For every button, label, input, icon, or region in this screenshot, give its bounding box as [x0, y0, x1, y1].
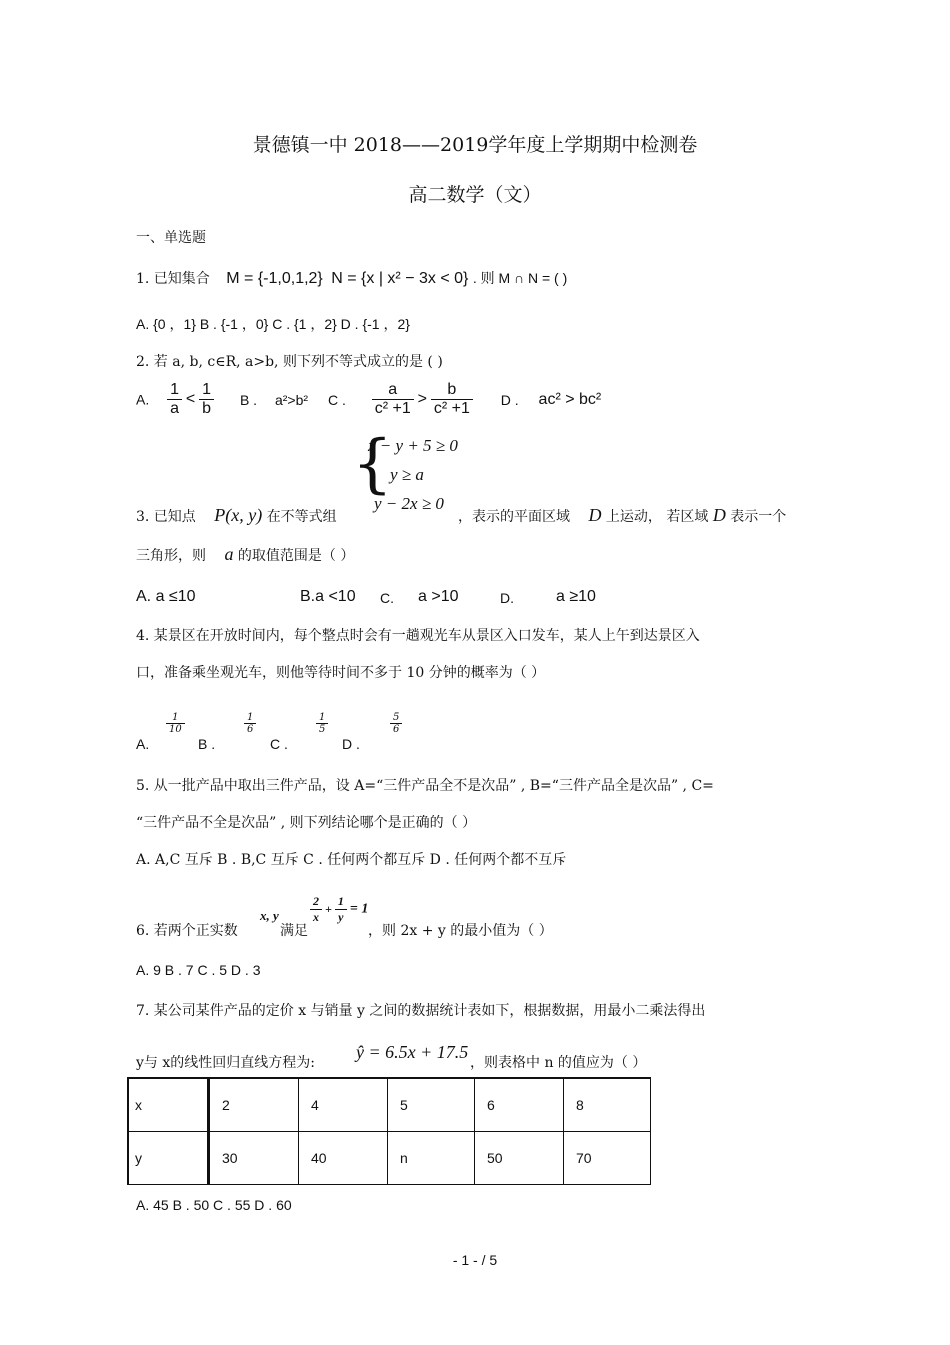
q4-frac-c-den: 5 [319, 724, 326, 735]
q6-condition: $\frac{2}{x}$ + $\frac{1}{y}$ = 1 [310, 894, 368, 925]
q6-suffix: ，则 2x + y 的最小值为（ ） [368, 923, 553, 939]
q3-sys-2: y ≥ a [390, 465, 424, 484]
q4-frac-c [316, 712, 328, 735]
q6-xy: x, y [260, 908, 279, 923]
q2-frac-ac-den: c² +1 [374, 400, 411, 417]
q4-option-a-label: A. [136, 736, 150, 752]
q1-set-n-label: N = [331, 270, 357, 287]
q3-region-d1: D [588, 505, 602, 525]
q7-line2-post: ，则表格中 n 的值应为（ ） [470, 1055, 647, 1071]
table-row [128, 1132, 651, 1185]
q4-frac-b [244, 712, 256, 735]
q3-region-d2: D [712, 505, 726, 525]
q2-stem: 2. 若 a, b, c∈R, a>b, 则下列不等式成立的是 ( ) [136, 354, 443, 370]
q3-line2-pre: 三角形，则 [136, 548, 206, 564]
question-1 [136, 268, 567, 288]
q3-option-a: A. a ≤10 [136, 588, 196, 605]
q6-cond-den1: x [313, 910, 319, 924]
q3-sys-1: x − y + 5 ≥ 0 [368, 436, 458, 455]
q3-suffix3: 表示一个 [730, 509, 787, 525]
q3-sys-3: y − 2x ≥ 0 [374, 494, 444, 513]
q4-frac-b-num: 1 [244, 712, 256, 724]
q2-option-b-label: B . [239, 391, 258, 408]
page-title: 景德镇一中 2018——2019学年度上学期期中检测卷 [252, 134, 698, 156]
table-cell: 2 [209, 1078, 299, 1132]
q2-frac-ac [372, 381, 414, 418]
q4-option-b-label: B . [198, 736, 216, 752]
table-cell: 30 [209, 1132, 299, 1185]
q3-line2-post: 的取值范围是（ ） [237, 548, 355, 564]
q6-mid: 满足 [280, 923, 308, 939]
page-number: - 1 - / 5 [452, 1252, 498, 1268]
table-cell: 50 [475, 1132, 564, 1185]
q1-options: A. {0 ，1} B . {-1 ，0} C . {1 ，2} D . {-1 ，2} [136, 316, 410, 332]
q2-frac-1a-den: a [170, 400, 180, 417]
q6-prefix: 6. 若两个正实数 [136, 923, 238, 939]
q3-option-b: B.a <10 [300, 588, 356, 605]
q2-frac-1a [167, 381, 182, 418]
q3-prefix: 3. 已知点 [136, 509, 196, 525]
q5-line1: 5. 从一批产品中取出三件产品，设 A=“三件产品全不是次品” , B=“三件产品全是次品” , C= [136, 778, 714, 794]
q2-frac-1b-num: 1 [199, 381, 214, 400]
table-cell: 5 [388, 1078, 475, 1132]
q3-line2 [136, 544, 354, 565]
q7-options: A. 45 B . 50 C . 55 D . 60 [136, 1197, 292, 1213]
q2-frac-ac-num: a [372, 381, 414, 400]
q3-option-d-label: D. [500, 590, 514, 606]
q2-option-a-label: A. [136, 391, 150, 408]
q3-brace: { [352, 427, 393, 501]
q7-data-table [127, 1077, 651, 1185]
q1-suffix: . 则 M ∩ N = ( ) [472, 270, 568, 286]
q2-option-c-label: C . [327, 391, 346, 408]
section-heading: 一、单选题 [136, 230, 206, 246]
q4-frac-c-num: 1 [316, 712, 328, 724]
table-cell: 8 [564, 1078, 651, 1132]
page-subtitle: 高二数学（文） [408, 184, 542, 206]
q2-frac-1a-num: 1 [167, 381, 182, 400]
q1-prefix: 1. 已知集合 [136, 271, 210, 287]
q3-option-d: a ≥10 [556, 588, 596, 605]
table-cell: 40 [299, 1132, 388, 1185]
q6-cond-num1: 2 [310, 894, 322, 910]
q3-var-a: a [224, 544, 234, 564]
q2-frac-bc-num: b [431, 381, 473, 400]
q2-lt: < [185, 390, 196, 408]
q4-frac-b-den: 6 [247, 724, 254, 735]
table-cell: 70 [564, 1132, 651, 1185]
q3-suffix1: ，表示的平面区域 [458, 509, 570, 525]
q3-option-c: a >10 [418, 588, 459, 605]
q4-frac-a [166, 712, 185, 735]
table-cell: 4 [299, 1078, 388, 1132]
q1-set-m: M = {-1,0,1,2} [226, 270, 323, 287]
q5-options: A. A,C 互斥 B . B,C 互斥 C . 任何两个都互斥 D . 任何两个都不互斥 [136, 852, 567, 868]
q3-line1-left [136, 505, 337, 526]
table-cell: y [128, 1132, 209, 1185]
q4-frac-d-den: 6 [393, 724, 400, 735]
q2-options [136, 381, 601, 431]
table-cell: n [388, 1132, 475, 1185]
q6-options: A. 9 B . 7 C . 5 D . 3 [136, 962, 261, 978]
q4-frac-a-num: 1 [166, 712, 185, 724]
q4-option-d-label: D . [342, 736, 360, 752]
table-cell: 6 [475, 1078, 564, 1132]
q2-gt: > [417, 390, 427, 408]
q3-point: P(x, y) [214, 505, 263, 525]
q1-set-n: {x | x² − 3x < 0} [361, 270, 469, 287]
q4-frac-a-den: 10 [169, 724, 182, 735]
q3-mid: 在不等式组 [266, 509, 337, 525]
q6-cond-num2: 1 [335, 894, 347, 910]
q4-frac-d-num: 5 [390, 712, 402, 724]
q5-line2: “三件产品不全是次品” , 则下列结论哪个是正确的（ ） [136, 815, 477, 831]
q2-frac-bc [431, 381, 473, 418]
q3-option-c-label: C. [380, 590, 394, 606]
q7-line1: 7. 某公司某件产品的定价 x 与销量 y 之间的数据统计表如下，根据数据，用最小二乘法得出 [136, 1003, 706, 1019]
q2-frac-1b [199, 381, 214, 418]
q4-line1: 4. 某景区在开放时间内，每个整点时会有一趟观光车从景区入口发车，某人上午到达景区入 [136, 628, 700, 644]
q2-option-d: ac² > bc² [538, 390, 602, 408]
q7-line2-pre: y与 x的线性回归直线方程为: [136, 1055, 315, 1071]
q3-suffix2: 上运动， 若区域 [605, 509, 709, 525]
table-cell: x [128, 1078, 209, 1132]
table-row [128, 1078, 651, 1132]
q4-frac-d [390, 712, 402, 735]
q7-regression-eq: ŷ = 6.5x + 17.5 [356, 1042, 469, 1062]
q4-line2: 口，准备乘坐观光车，则他等待时间不多于 10 分钟的概率为（ ） [136, 665, 546, 681]
q2-frac-bc-den: c² +1 [433, 400, 470, 417]
q6-cond-den2: y [338, 910, 344, 924]
q2-frac-1b-den: b [202, 400, 212, 417]
q2-option-b: a²>b² [274, 391, 309, 408]
q3-line1-right [458, 505, 786, 526]
q4-option-c-label: C . [270, 736, 288, 752]
q6-cond-rest: = 1 [349, 901, 369, 917]
q2-option-d-label: D . [500, 391, 519, 408]
